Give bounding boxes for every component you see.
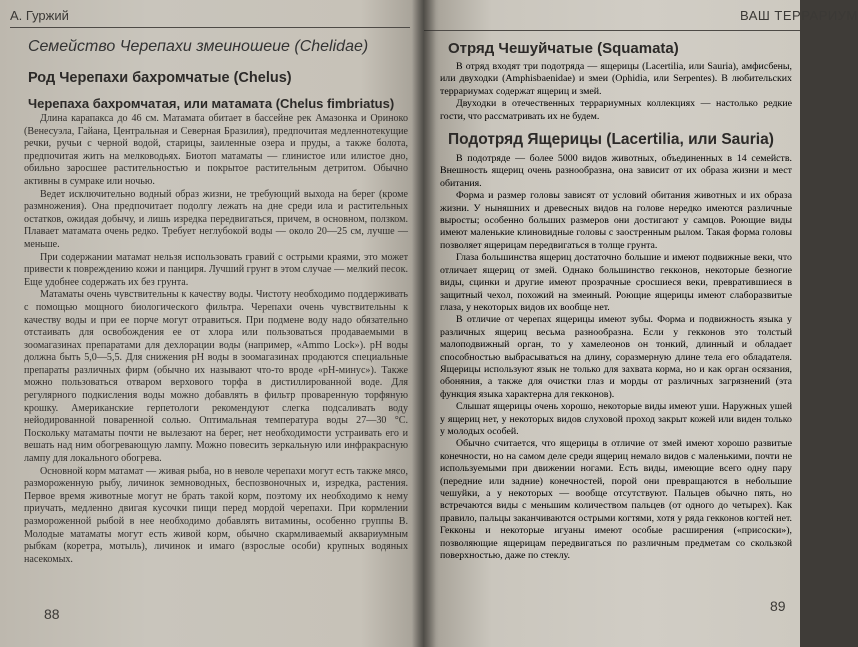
right-paragraph: Глаза большинства ящериц достаточно большие и имеют подвижные веки, что отличает ящериц от змей. Однако большинство гекконов, некоторые безногие виды, сцинки и другие имеют прозрачные сросшиеся веки, превратившиеся в защитный чехол, похожий на змеиный. Роющие ящерицы имеют слаборазвитые глаза, у некоторых видов их вообще нет. [440,252,792,313]
order-heading: Отряд Чешуйчатые (Squamata) [448,40,679,57]
left-paragraph: Основной корм матамат — живая рыба, но в неволе черепахи могут есть также мясо, размороженную рыбу, личинок земноводных, беспозвоночных и, изредка, растения. Первое время животные могут не брать такой корм, поэтому их необходимо к нему приучать, медленно двигая кусочки пищи перед мордой черепахи. При кормлении размороженной рыбой в нее необходимо добавлять витамины, особенно группы В. Молодые матаматы могут есть живой корм, обычно скармливаемый аквариумным рыбкам (коретра, мотыль), личинок и имаго (взрослые особи) крупных водяных насекомых. [24,465,408,565]
right-paragraph: Обычно считается, что ящерицы в отличие от змей имеют хорошо развитые конечности, но на самом деле среди ящериц немало видов с маленькими, почти не используемыми при движении ногами. Есть виды, имеющие всего одну пару (передние или задние) конечностей, порой они превращаются в небольшие чешуйки, а у некоторых — вообще отсутствуют. Пальцев обычно пять, но встречаются виды с меньшим количеством пальцев (от одного до четырех). Как правило, пальцы заканчиваются острыми когтями, хотя у ряда гекконов когтей нет. Гекконы и некоторые игуаны имеют особые расширения («присоски»), позволяющие ящерицам передвигаться по различным предметам со скользкой поверхностью, даже по стеклу. [440,438,792,562]
left-header-rule [10,27,410,28]
left-paragraph: Ведет исключительно водный образ жизни, не требующий выхода на берег (кроме размножения). Она предпочитает подолгу лежать на дне среди ила и растительных остатков, ожидая добычу, и лишь изредка передвигаться, причем, в основном, ползком. Плавает матамата очень редко. Требует неглубокой воды — около 20—25 см, лучше — меньше. [24,188,408,250]
right-paragraph: Двуходки в отечественных террариумных коллекциях — настолько редкие гости, что рассматривать их не будем. [440,98,792,122]
left-text-column [24,32,408,566]
right-paragraph: В отличие от черепах ящерицы имеют зубы. Форма и подвижность языка у различных ящериц весьма разнообразна. Если у гекконов это толстый малоподвижный орган, то у хамелеонов он тонкий, длинный и обладает способностью выбрасываться на длину, соразмерную длине тела его обладателя. Ящерицы используют язык не только для захвата корма, но и как орган осязания, обоняния, а также для очистки глаз и морды от различных загрязнений (эта функция языка характерна для гекконов). [440,314,792,400]
left-paragraph: При содержании матамат нельзя использовать гравий с острыми краями, это может привести к повреждению кожи и панциря. Лучший грунт в этом случае — мелкий песок. Еще удобнее содержать их без грунта. [24,251,408,288]
left-paragraph: Матаматы очень чувствительны к качеству воды. Чистоту необходимо поддерживать с помощью мощного биологического фильтра. Черепахи очень чувствительны к качеству воды и при ее порче могут отравиться. При подмене воду надо обязательно отстаивать для освобождения ее от хлора или пользоваться продаваемыми в зоомагазинах препаратами для дехлорации воды (например, «Ammo Lock»). pH воды должна быть 5,0—5,5. Для снижения pH воды в зоомагазинах продаются специальные препараты различных фирм (обычно их называют что-то вроде «pH-минус»). Также можно пользоваться отваром верхового торфа в дистиллированной воде. Для регулярного подкисления воды можно добавлять в фильтр проваренную торфяную крошку. Американские герпетологи рекомендуют слегка подсаливать воду нейодированной поваренной солью. Оптимальная температура воды 27—30 °С. Поскольку матаматы почти не вылезают на берег, нет необходимости устраивать его и вешать над ним обогревающую лампу. Можно повесить зеркальную или инфракрасную лампу для локального обогрева. [24,289,408,465]
right-paragraph: В подотряде — более 5000 видов животных, объединенных в 14 семейств. Внешность ящериц очень разнообразна, она зависит от их образа жизни и мест обитания. [440,153,792,189]
right-paragraph: В отряд входят три подотряда — ящерицы (Lacertilia, или Sauria), амфисбены, или двуходки (Amphisbaenidae) и змеи (Ophidia, или Serpentes). В любительских террариумах содержат ящериц и змей. [440,61,792,97]
left-page-number: 88 [44,606,60,622]
right-page-number: 89 [770,598,786,614]
left-paragraph: Длина карапакса до 46 см. Матамата обитает в бассейне рек Амазонка и Ориноко (Венесуэла, Гайана, Центральная и Северная Бразилия), предпочитая медленнотекущие речки, ручьи с черной водой, старицы, заиленные озера и пруды, а также болота, предпочитая жить на мелководьях. Биотоп матаматы — глинистое или илистое дно, обильно заросшее растительностью и покрытое растительным детритом. Обычно активны в сумраке или ночью. [24,113,408,187]
left-page [0,0,424,647]
right-header-rule [424,30,800,31]
suborder-heading: Подотряд Ящерицы (Lacertilia, или Sauria) [448,131,774,149]
genus-heading: Род Черепахи бахромчатые (Chelus) [28,70,292,86]
family-heading: Семейство Черепахи змеиношеие (Chelidae) [28,38,369,55]
right-text-column [440,38,792,562]
species-heading: Черепаха бахромчатая, или матамата (Chelus fimbriatus) [28,96,395,111]
right-paragraph: Слышат ящерицы очень хорошо, некоторые виды имеют уши. Наружных ушей у ящериц нет, у некоторых видов слуховой проход закрыт кожей или виден только у молодых особей. [440,401,792,437]
left-running-head: А. Гуржий [10,8,69,23]
right-paragraph: Форма и размер головы зависят от условий обитания животных и их образа жизни. У ныняшних и древесных видов на голове нередко имеются различные выросты; особенно больших размеров они достигают у самцов. Роющие виды имеют маленькие клиновидные головы с заостренным рылом. Такая форма головы позволяет ящерицам передвигаться в толще грунта. [440,190,792,251]
right-running-head: ВАШ ТЕРРАРИУМ [740,8,858,23]
